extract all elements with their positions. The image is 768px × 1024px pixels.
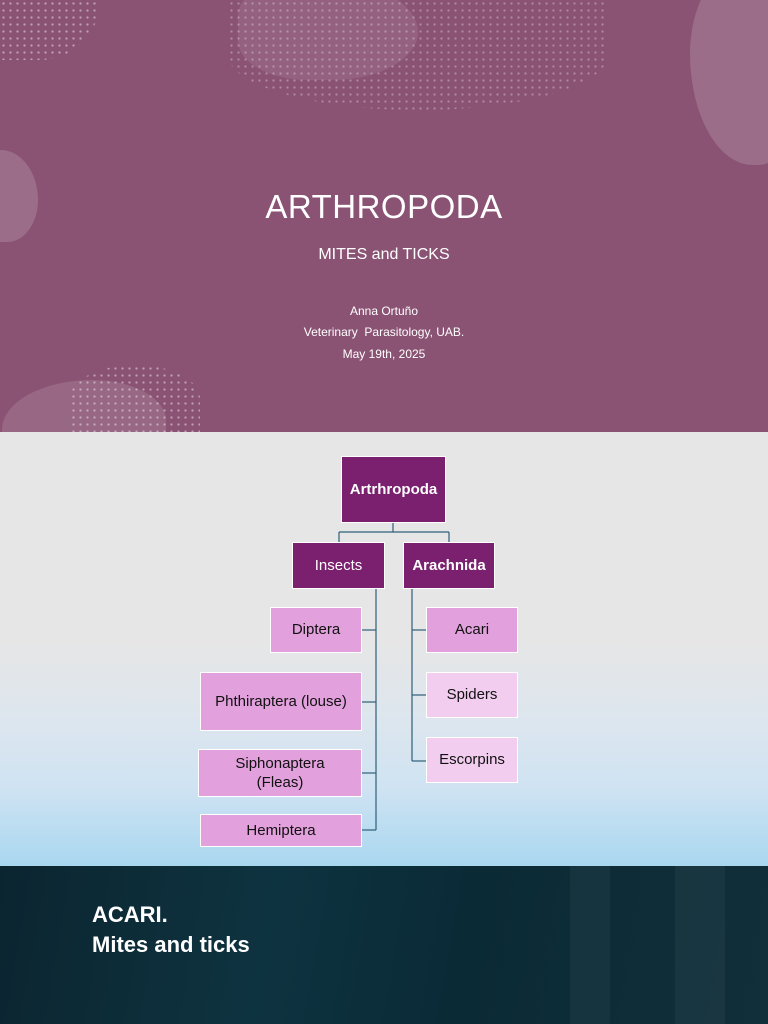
- decor-dots-top-left: [0, 0, 100, 60]
- section-title-line1: ACARI.: [92, 902, 168, 927]
- presentation-date: May 19th, 2025: [342, 347, 426, 361]
- node-insects: Insects: [292, 542, 385, 589]
- taxonomy-slide: [0, 432, 768, 866]
- title-slide: [0, 0, 768, 432]
- node-arachnida: Arachnida: [403, 542, 495, 589]
- presentation-subtitle: MITES and TICKS: [318, 246, 450, 263]
- node-phthiraptera: Phthiraptera (louse): [200, 672, 362, 731]
- node-acari: Acari: [426, 607, 518, 653]
- node-escorpins: Escorpins: [426, 737, 518, 783]
- affiliation: Veterinary Parasitology, UAB.: [303, 325, 465, 339]
- section-title-line2: Mites and ticks: [92, 932, 250, 957]
- presentation-title: ARTHROPODA: [265, 188, 503, 225]
- decor-stripe: [570, 866, 610, 1024]
- node-hemiptera: Hemiptera: [200, 814, 362, 847]
- node-root: Artrhropoda: [341, 456, 446, 523]
- decor-blob-top-right: [690, 0, 768, 165]
- node-spiders: Spiders: [426, 672, 518, 718]
- node-siphonaptera: Siphonaptera (Fleas): [198, 749, 362, 797]
- section-title: [92, 900, 250, 960]
- decor-dots-bottom-left: [70, 365, 200, 432]
- decor-dots-top-center: [228, 0, 608, 110]
- author-name: Anna Ortuño: [349, 304, 419, 318]
- decor-stripe: [675, 866, 725, 1024]
- node-diptera: Diptera: [270, 607, 362, 653]
- section-slide: [0, 866, 768, 1024]
